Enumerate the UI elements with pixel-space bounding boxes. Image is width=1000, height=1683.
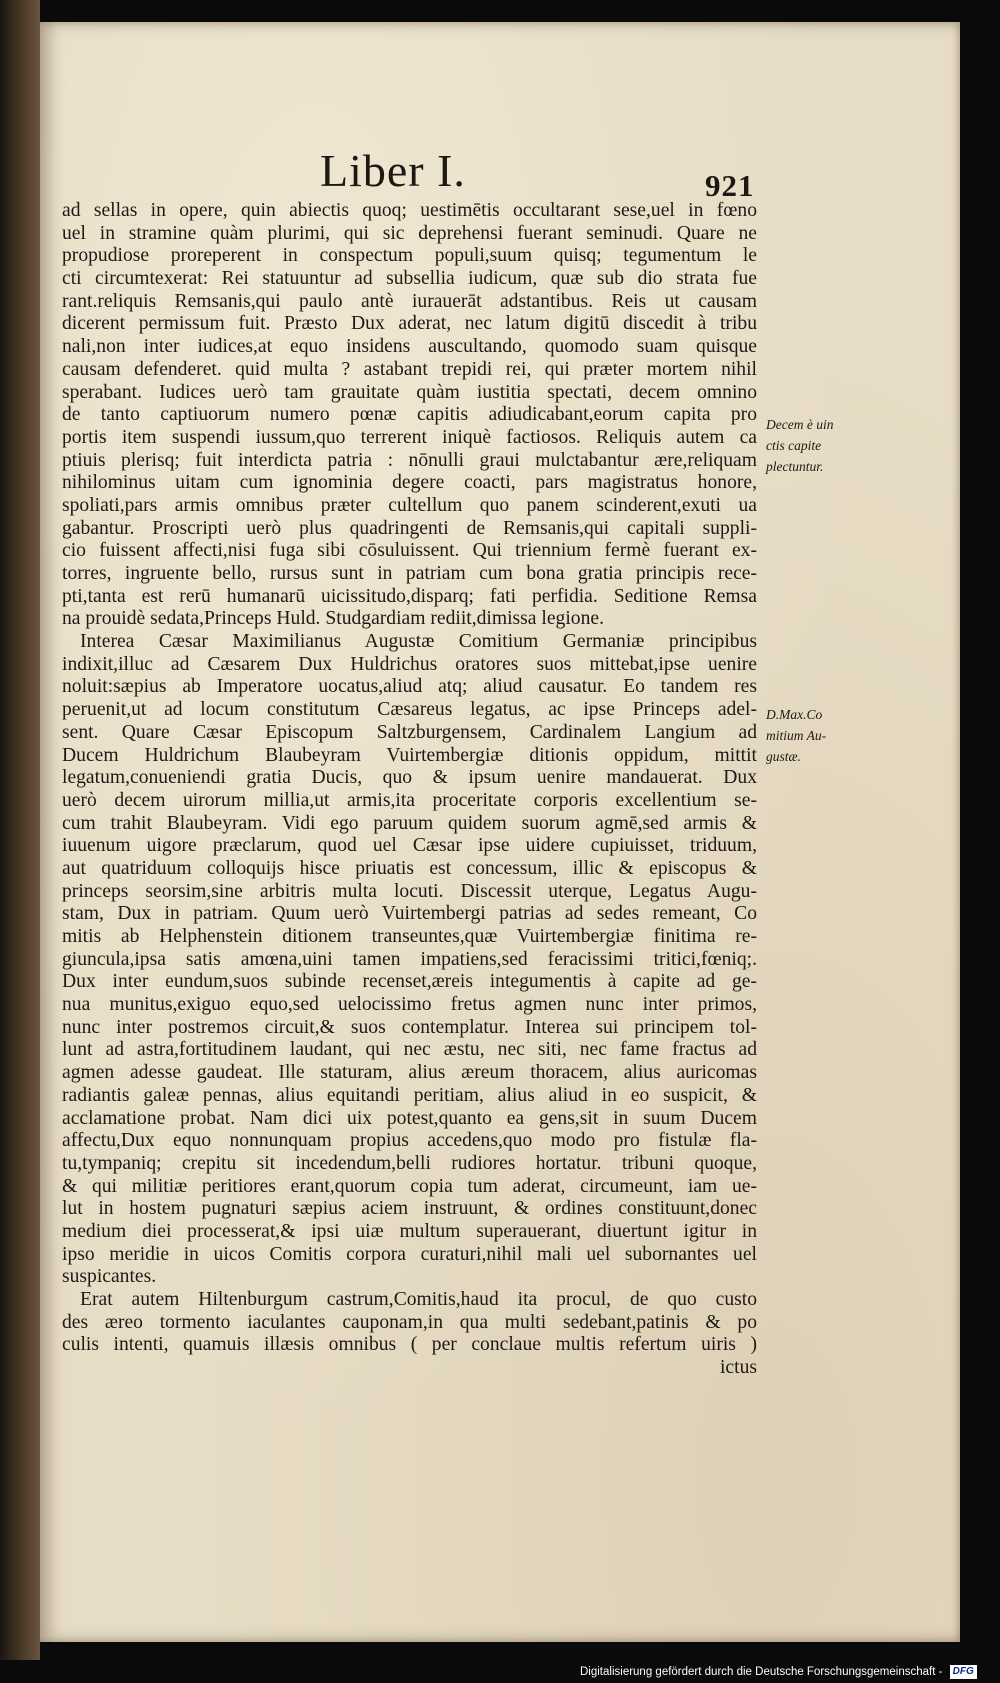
text-line: princeps seorsim,sine arbitris multa locuti. Discessit uterque, Legatus Augu- bbox=[62, 880, 757, 902]
text-line: mitis ab Helphenstein ditionem transeuntes,quæ Vuirtembergiæ finitima re- bbox=[62, 926, 757, 947]
text-line: noluit:sæpius ab Imperatore uocatus,aliud atq; aliud causatur. Eo tandem res bbox=[62, 676, 757, 698]
text-line: tu,tympaniq; crepitu sit incedendum,belli rudiores hortatur. tribuni quoque, bbox=[62, 1152, 757, 1174]
margin-note-line: gustæ. bbox=[766, 749, 801, 764]
text-line: sent. Quare Cæsar Episcopum Saltzburgensem, Cardinalem Langium ad bbox=[62, 721, 757, 743]
text-line: ad sellas in opere, quin abiectis quoq; uestimētis occultarant sese,uel in fœno bbox=[62, 200, 757, 221]
text-line: indixit,illuc ad Cæsarem Dux Huldrichus oratores suos mittebat,ipse uenire bbox=[62, 653, 757, 675]
catchword: ictus bbox=[719, 1357, 757, 1379]
text-line: uerò decem uirorum millia,ut armis,ita proceritate corporis excellentium se- bbox=[62, 789, 757, 811]
text-line: dicerent permissum fuit. Præsto Dux aderat, nec latum digitū discedit à tribu bbox=[62, 313, 757, 335]
margin-note-decem bbox=[766, 414, 856, 477]
text-line: legatum,conueniendi gratia Ducis, quo & ipsum uenire mandauerat. Dux bbox=[62, 767, 757, 789]
text-line: rant.reliquis Remsanis,qui paulo antè iurauerāt adstantibus. Reis ut causam bbox=[62, 290, 757, 312]
text-line: stam, Dux in patriam. Quum uerò Vuirtembergi patrias ad sedes remeant, Co bbox=[62, 903, 757, 925]
text-line: acclamatione probat. Nam dici uix potest,quanto ea gens,sit in suum Ducem bbox=[62, 1107, 757, 1129]
running-head bbox=[40, 130, 960, 210]
text-line: Dux inter eundum,suos subinde recenset,æreis integumentis à capite ad ge- bbox=[62, 971, 757, 993]
credit-text: Digitalisierung gefördert durch die Deutsche Forschungsgemeinschaft - bbox=[580, 1666, 943, 1678]
text-line: spoliati,pars armis omnibus præter cultellum quo panem scinderent,exuti ua bbox=[62, 494, 757, 516]
text-line: ptiuis plerisq; fuit interdicta patria : nōnulli graui mulctabantur ære,reliquam bbox=[62, 449, 757, 471]
text-line: propudiose proreperent in conspectum populi,suum quisq; tegumentum le bbox=[62, 245, 757, 267]
text-line: giuncula,ipsa satis amœna,uini tamen impatiens,sed feracissimi tritici,fœniq;. bbox=[62, 948, 757, 970]
margin-note-line: D.Max.Co bbox=[766, 707, 823, 722]
text-line: suspicantes. bbox=[62, 1266, 157, 1288]
text-line: cum trahit Blaubeyram. Vidi ego paruum quidem suorum agmē,sed armis & bbox=[62, 812, 757, 834]
text-line: & qui militiæ peritiores erant,quorum copia tum aderat, circumeunt, iam ue- bbox=[62, 1175, 757, 1197]
text-line: lunt ad astra,fortitudinem laudant, qui nec æstu, nec siti, nec fame fractus ad bbox=[62, 1039, 757, 1061]
page-title: Liber I. bbox=[320, 145, 466, 196]
margin-note-line: Decem è uin bbox=[766, 417, 834, 432]
text-line: nihilominus uitam cum ignominia degere coacti, pars magistratus honore, bbox=[62, 472, 757, 494]
dfg-logo: DFG bbox=[950, 1665, 977, 1679]
text-line: agmen adesse gaudeat. Ille staturam, alius æreum thoracem, alius auricomas bbox=[62, 1062, 757, 1084]
text-line: ipso meridie in uicos Comitis corpora curaturi,nihil mali uel subornantes uel bbox=[62, 1243, 757, 1265]
body-text bbox=[62, 200, 757, 1380]
text-line: uel in stramine quàm plurimi, qui sic deprehensi fuerant seminudi. Quare ne bbox=[62, 222, 757, 244]
text-line: des æreo tormento iaculantes cauponam,in qua multi sedebant,patinis & po bbox=[62, 1311, 757, 1333]
text-line: medium diei processerat,& ipsi uiæ multum superauerant, diuertunt igitur in bbox=[62, 1220, 757, 1242]
text-line: lut in hostem pugnaturi sæpius aciem instruunt, & ordines constituunt,donec bbox=[62, 1198, 757, 1220]
text-line: Erat autem Hiltenburgum castrum,Comitis,haud ita procul, de quo custo bbox=[80, 1289, 757, 1310]
text-line: sperabant. Iudices uerò tam grauitate quàm iustitia spectati, decem omnino bbox=[62, 381, 757, 403]
text-line: Ducem Huldrichum Blaubeyram Vuirtembergiæ ditionis oppidum, mittit bbox=[62, 744, 757, 766]
text-line: Interea Cæsar Maximilianus Augustæ Comitium Germaniæ principibus bbox=[80, 631, 757, 653]
text-line: causam defenderet. quid multa ? astabant trepidi rei, qui præter mortem nihil bbox=[62, 358, 757, 380]
text-line: cti circumtexerat: Rei statuuntur ad subsellia iudicum, quæ sub dio strata fue bbox=[62, 268, 757, 290]
text-line: iuuenum uigore præclarum, quod uel Cæsar ipse uidere cupiuisset, triduum, bbox=[62, 835, 757, 857]
margin-note-line: ctis capite bbox=[766, 438, 822, 453]
text-line: pti,tanta est rerū humanarū uicissitudo,disparq; fati perfidia. Seditione Remsa bbox=[62, 585, 757, 607]
text-line: nunc inter postremos circuit,& suos contemplatur. Interea sui principem tol- bbox=[62, 1016, 757, 1038]
book-binding-edge bbox=[0, 0, 40, 1660]
text-line: affectu,Dux equo nonnunquam propius accedens,quo modo pro fistulæ fla- bbox=[62, 1130, 757, 1152]
margin-note-line: mitium Au- bbox=[766, 728, 827, 743]
text-line: portis item suspendi iussum,quo terrerent iniquè factiosos. Reliquis autem ca bbox=[62, 426, 757, 448]
text-line: peruenit,ut ad locum constitutum Cæsareus legatus, ac ipse Princeps adel- bbox=[62, 699, 757, 721]
text-line: nua munitus,exiguo equo,sed uelocissimo fretus agmen nunc inter primos, bbox=[62, 994, 757, 1016]
text-line: na prouidè sedata,Princeps Huld. Studgardiam rediit,dimissa legione. bbox=[62, 608, 604, 630]
text-line: nali,non inter iudices,at equo insidens auscultando, quomodo suam quisque bbox=[62, 336, 757, 358]
text-line: torres, ingruente bello, rursus sunt in patriam cum bona gratia principis rece- bbox=[62, 563, 757, 584]
text-line: gabantur. Proscripti uerò plus quadringenti de Remsanis,qui capitali suppli- bbox=[62, 517, 757, 539]
page-number: 921 bbox=[705, 168, 755, 203]
text-line: culis intenti, quamuis illæsis omnibus ( per conclaue multis refertum uiris ) bbox=[62, 1334, 757, 1356]
margin-note-line: plectuntur. bbox=[766, 459, 824, 474]
digitization-credit bbox=[580, 1663, 994, 1681]
text-line: radiantis galeæ pennas, alius equitandi peritiam, alius aliud in eo suspicit, & bbox=[62, 1084, 757, 1106]
text-line: de tanto captiuorum numero pœnæ capitis adiudicabant,eorum capita pro bbox=[62, 404, 757, 426]
margin-note-comitium bbox=[766, 704, 856, 767]
text-line: aut quatriduum colloquijs hisce priuatis est concessum, illic & episcopus & bbox=[62, 857, 757, 879]
text-line: cio fuissent affecti,nisi fuga sibi cōsuluissent. Qui triennium fermè fuerant ex- bbox=[62, 540, 757, 562]
book-page bbox=[40, 22, 960, 1642]
